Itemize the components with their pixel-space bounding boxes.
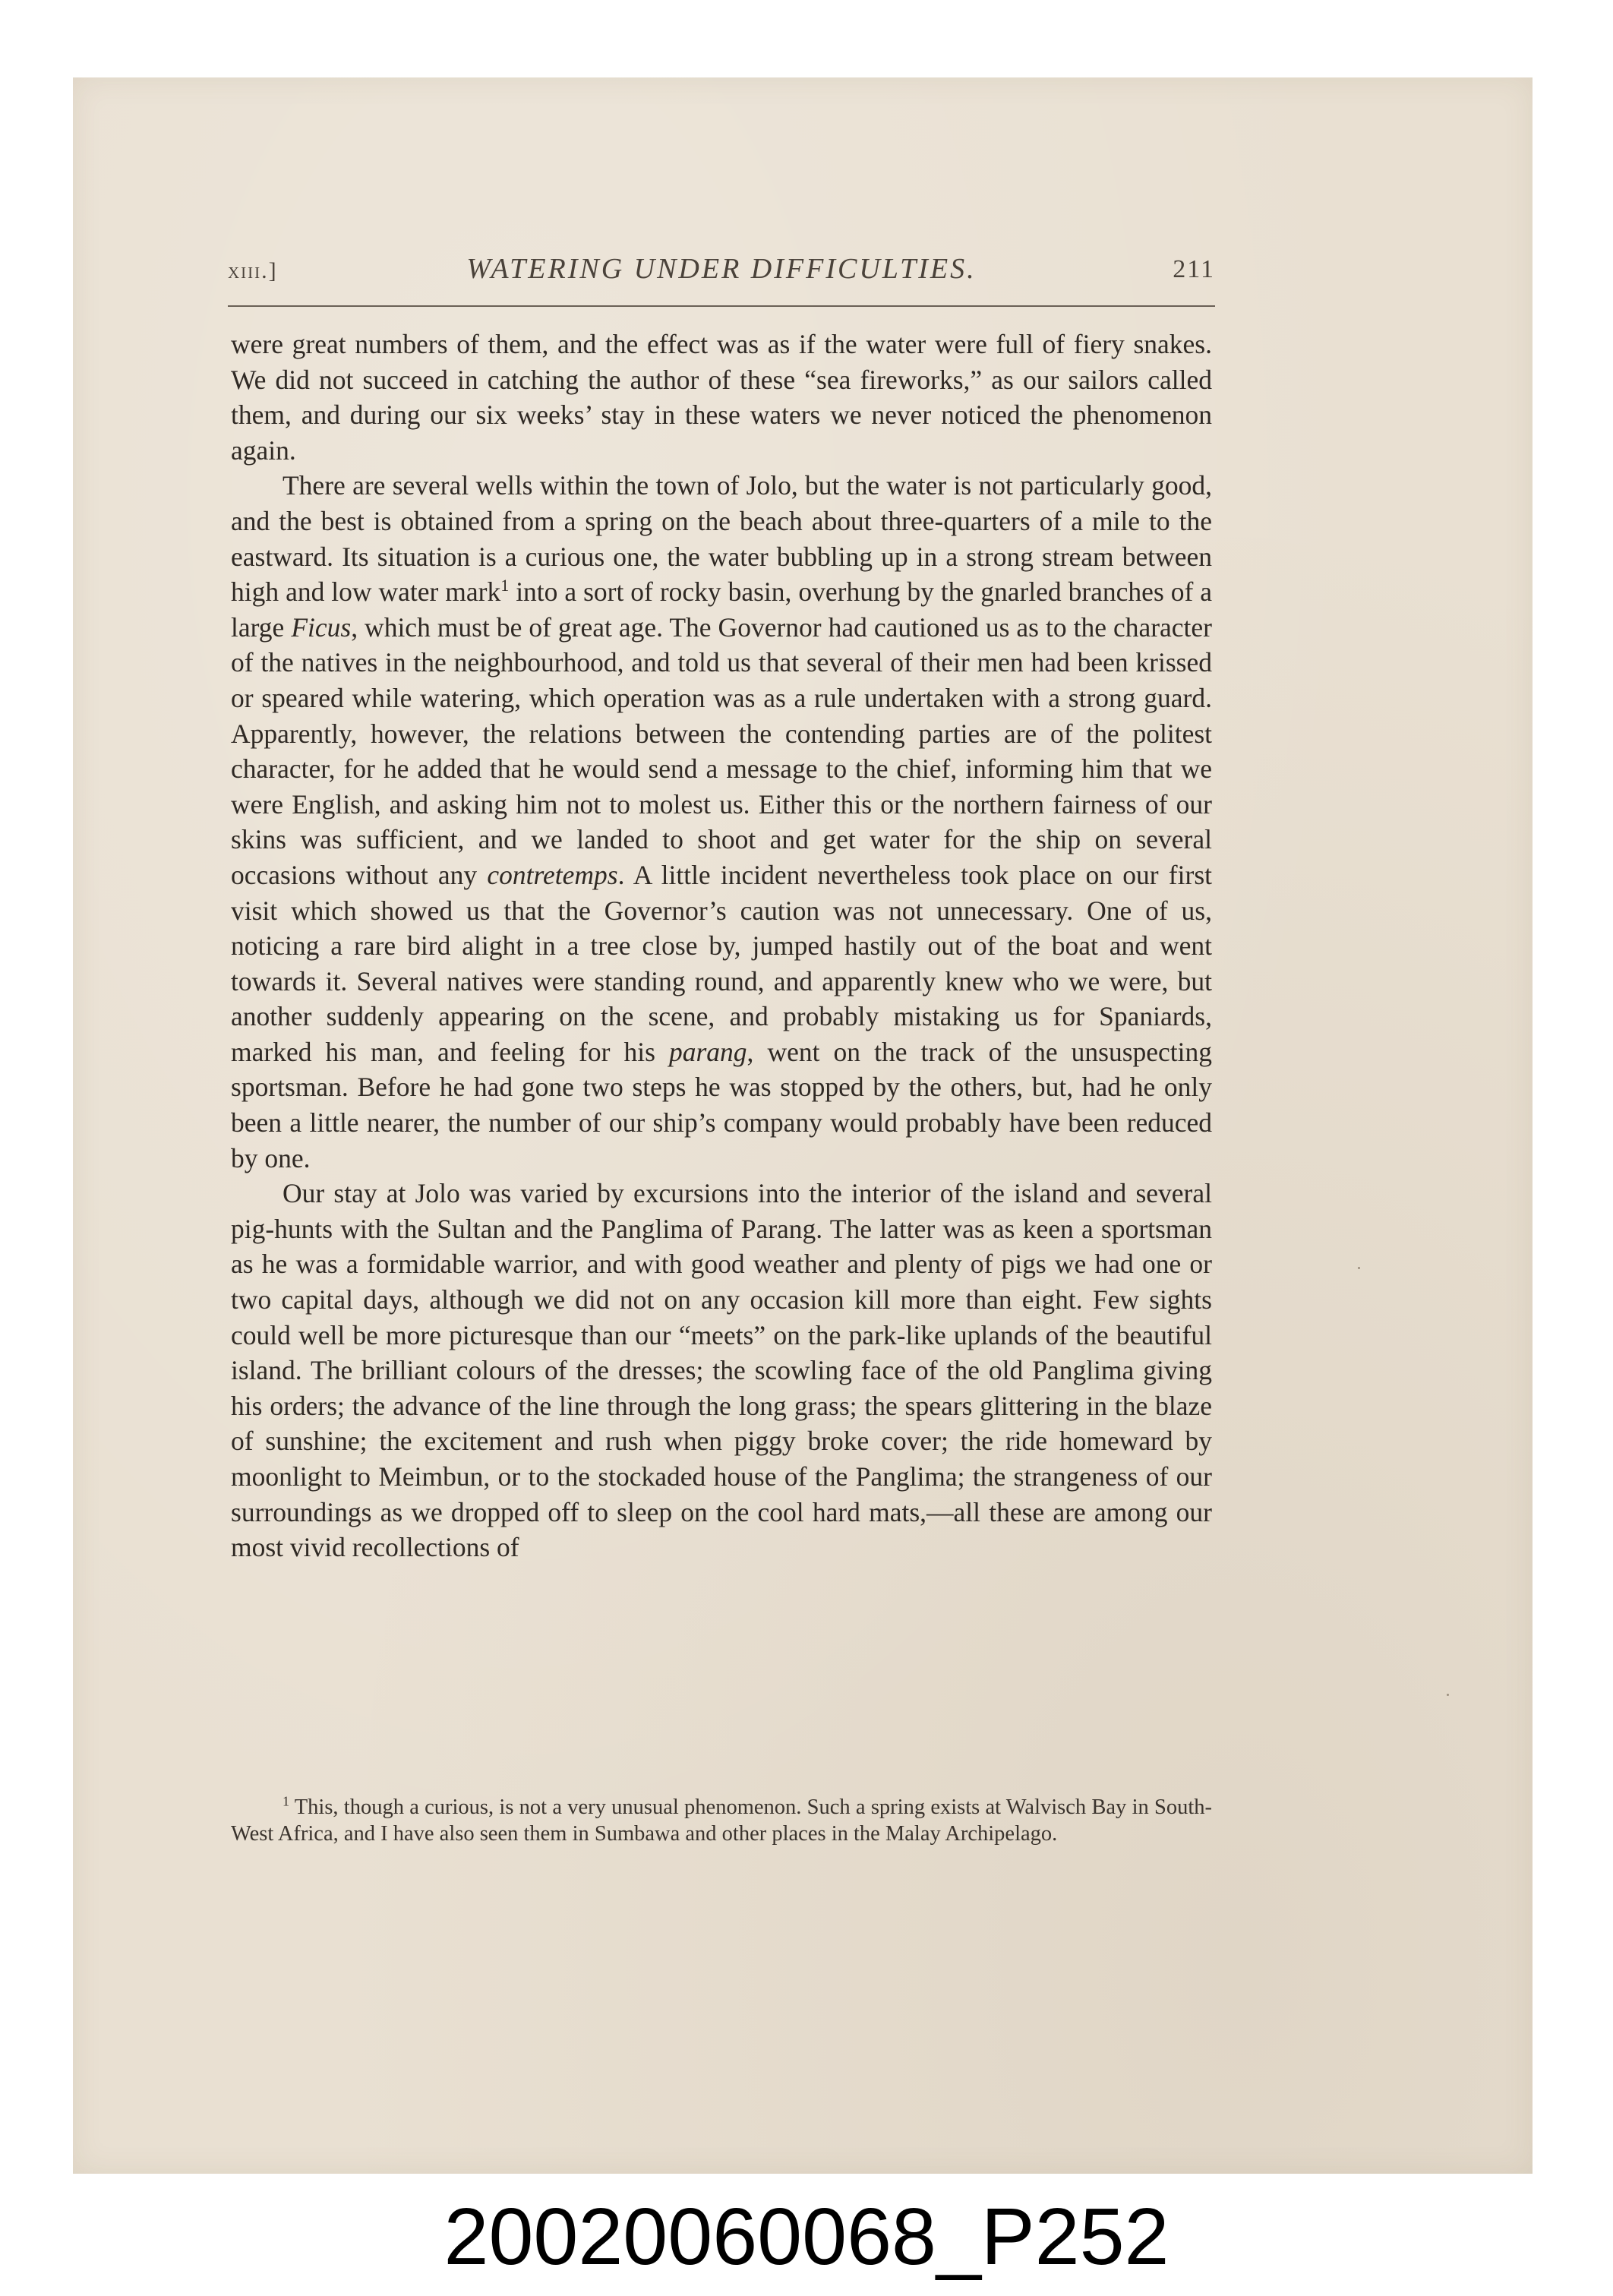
page-number: 211 xyxy=(1173,255,1215,283)
footnote-text: This, though a curious, is not a very unusual phenomenon. Such a spring exists at Walvisch Bay in South-West Africa, and I have also seen them in Sumbawa and other places in the Malay Archipelago. xyxy=(231,1795,1212,1846)
text-run: Our stay at Jolo was varied by excursions into the interior of the island and several pig-hunts with the Sultan and the Panglima of Parang. The latter was as keen a sportsman as he was a formidable warrior, and with good weather and plenty of pigs we had one or two capital days, although we did not on any occasion kill more than eight. Few sights could well be more picturesque than our “meets” on the park-like uplands of the beautiful island. The brilliant colours of the dresses; the scowling face of the old Panglima giving his orders; the advance of the line through the long grass; the spears glittering in the blaze of sunshine; the excitement and rush when piggy broke cover; the ride homeward by moonlight to Meimbun, or to the stockaded house of the Panglima; the strangeness of our surroundings as we dropped off to sleep on the cool hard mats,—all these are among our most vivid recollections of xyxy=(231,1178,1212,1563)
text-run: . A little incident nevertheless took place on our first visit which showed us that the Governor’s caution was not unnecessary. One of us, noticing a rare bird alight in a tree close by, jumped hastily out of the boat and went towards it. Several natives were standing round, and apparently knew who we were, but another suddenly appearing on the scene, and probably mistaking us for Spaniards, marked his man, and feeling for his xyxy=(231,859,1212,1067)
running-header xyxy=(228,252,1215,295)
running-title: WATERING UNDER DIFFICULTIES. xyxy=(466,253,977,285)
text-run: There are several wells within the town of Jolo, but the water is not particularly good, and the best is obtained from a spring on the beach about three-quarters of a mile to the eastward. Its situation is a curious one, the water bubbling up in a strong stream between high and low water mark xyxy=(231,470,1212,608)
image-caption: 20020060068_P252 xyxy=(443,2192,1170,2282)
body-text xyxy=(231,327,1212,1565)
paragraph xyxy=(231,468,1212,1176)
chapter-number: xiii.] xyxy=(228,258,278,283)
text-run: , went on the track of the unsuspecting sportsman. Before he had gone two steps he was stopped by the others, but, had he only been a little nearer, the number of our ship’s company would probably have been reduced by one. xyxy=(231,1036,1213,1173)
header-rule xyxy=(228,305,1215,307)
text-run: , which must be of great age. The Governor had cautioned us as to the character of the natives in the neighbourhood, and told us that several of their men had been krissed or speared while watering, which operation was as a rule undertaken with a strong guard. Apparently, however, the relations between the contending parties are of the politest character, for he added that he would send a message to the chief, informing him that we were English, and asking him not to molest us. Either this or the northern fairness of our skins was sufficient, and we landed to shoot and get water for the ship on several occasions without any xyxy=(231,611,1212,890)
footnote xyxy=(231,1794,1212,1847)
italic-term: parang xyxy=(668,1036,747,1067)
footnote-marker: 1 xyxy=(283,1793,289,1809)
footnote-reference: 1 xyxy=(500,576,510,595)
paper-speck xyxy=(1358,1267,1360,1269)
text-run: into a sort of rocky basin, overhung by the gnarled branches of a large xyxy=(231,576,1212,643)
paper-speck xyxy=(1447,1694,1449,1696)
paragraph xyxy=(231,327,1212,468)
italic-term: Ficus xyxy=(291,611,352,643)
paragraph xyxy=(231,1176,1212,1565)
italic-term: contretemps xyxy=(487,859,618,890)
text-run: were great numbers of them, and the effect was as if the water were full of fiery snakes. We did not succeed in catching the author of these “sea fireworks,” as our sailors called them, and during our six weeks’ stay in these waters we never noticed the phenomenon again. xyxy=(231,329,1212,466)
